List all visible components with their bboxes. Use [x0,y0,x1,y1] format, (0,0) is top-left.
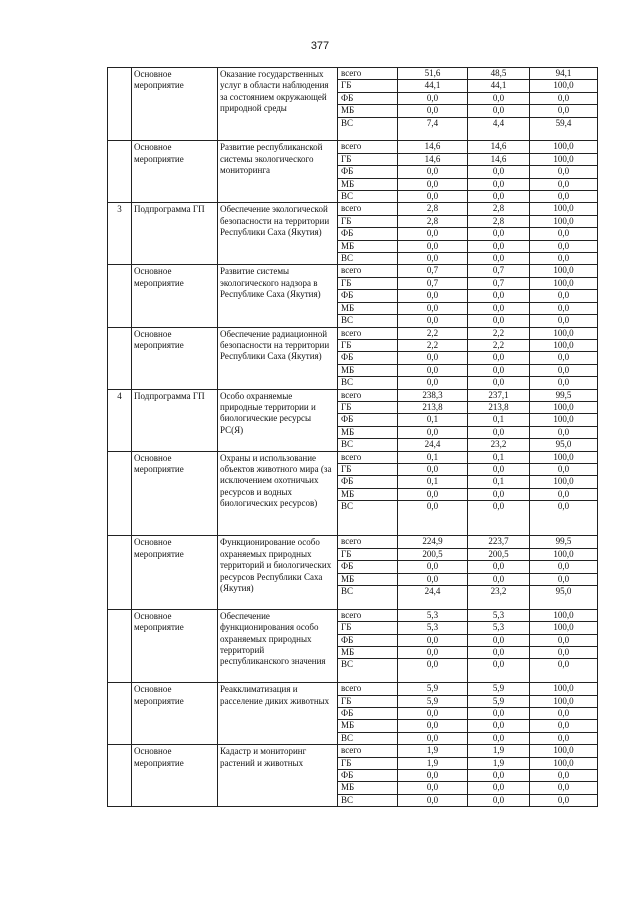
value-percent: 59,4 [530,117,598,141]
value-plan: 0,7 [398,265,468,277]
table-row [108,609,598,621]
funding-source: ВС [338,377,398,389]
value-percent: 95,0 [530,439,598,451]
value-percent: 0,0 [530,240,598,252]
value-plan: 5,3 [398,622,468,634]
value-percent: 0,0 [530,228,598,240]
row-index [108,683,132,745]
funding-source: ФБ [338,166,398,178]
funding-source: ВС [338,586,398,610]
value-actual: 48,5 [468,68,530,80]
row-name: Обеспечение функционирования особо охраняемых природных территорий республиканского значения [218,609,338,682]
funding-source: ВС [338,501,398,536]
value-actual: 0,0 [468,573,530,585]
funding-source: ГБ [338,153,398,165]
funding-source: МБ [338,782,398,794]
value-percent: 0,0 [530,634,598,646]
funding-source: ФБ [338,634,398,646]
value-actual: 0,7 [468,277,530,289]
row-kind: Основное мероприятие [132,536,218,609]
value-actual: 0,0 [468,659,530,683]
value-actual: 23,2 [468,586,530,610]
row-kind: Основное мероприятие [132,451,218,536]
funding-source: ФБ [338,708,398,720]
value-plan: 2,2 [398,339,468,351]
funding-source: всего [338,389,398,401]
value-plan: 0,0 [398,105,468,117]
page-number: 377 [310,40,330,52]
value-plan: 0,0 [398,782,468,794]
value-percent: 0,0 [530,426,598,438]
value-plan: 0,0 [398,732,468,744]
value-actual: 0,0 [468,228,530,240]
row-index [108,141,132,203]
funding-source: всего [338,327,398,339]
value-percent: 100,0 [530,215,598,227]
value-actual: 0,0 [468,352,530,364]
value-percent: 100,0 [530,141,598,153]
row-name: Оказание государственных услуг в области наблюдения за состоянием окружающей природной среды [218,68,338,141]
value-actual: 14,6 [468,141,530,153]
value-plan: 0,0 [398,302,468,314]
funding-source: МБ [338,720,398,732]
value-plan: 0,0 [398,191,468,203]
value-percent: 100,0 [530,757,598,769]
funding-source: МБ [338,426,398,438]
value-actual: 0,0 [468,488,530,500]
funding-source: ГБ [338,401,398,413]
value-actual: 0,0 [468,770,530,782]
value-percent: 0,0 [530,488,598,500]
value-plan: 0,0 [398,228,468,240]
funding-source: ВС [338,253,398,265]
value-actual: 0,0 [468,720,530,732]
value-percent: 0,0 [530,105,598,117]
value-plan: 0,0 [398,794,468,806]
value-actual: 0,1 [468,476,530,488]
value-actual: 0,0 [468,426,530,438]
value-actual: 2,2 [468,327,530,339]
value-actual: 23,2 [468,439,530,451]
row-index [108,609,132,682]
value-percent: 0,0 [530,166,598,178]
row-kind: Основное мероприятие [132,609,218,682]
value-actual: 0,0 [468,732,530,744]
funding-source: ФБ [338,228,398,240]
funding-source: ГБ [338,463,398,475]
table-row [108,68,598,80]
row-index [108,745,132,807]
value-actual: 0,0 [468,290,530,302]
value-percent: 100,0 [530,80,598,92]
value-percent: 0,0 [530,573,598,585]
funding-source: всего [338,203,398,215]
value-actual: 5,3 [468,609,530,621]
value-plan: 0,0 [398,501,468,536]
row-kind: Основное мероприятие [132,327,218,389]
row-name: Развитие республиканской системы экологического мониторинга [218,141,338,203]
row-kind: Подпрограмма ГП [132,389,218,451]
funding-source: всего [338,265,398,277]
row-kind: Основное мероприятие [132,68,218,141]
value-percent: 0,0 [530,659,598,683]
funding-source: всего [338,745,398,757]
row-index: 4 [108,389,132,451]
funding-source: ВС [338,191,398,203]
value-percent: 0,0 [530,352,598,364]
value-actual: 4,4 [468,117,530,141]
value-actual: 0,0 [468,794,530,806]
value-percent: 100,0 [530,327,598,339]
value-plan: 1,9 [398,757,468,769]
value-plan: 0,0 [398,364,468,376]
table-row [108,141,598,153]
value-percent: 0,0 [530,364,598,376]
value-actual: 0,1 [468,414,530,426]
funding-source: ВС [338,794,398,806]
value-percent: 100,0 [530,277,598,289]
value-percent: 100,0 [530,745,598,757]
value-plan: 0,0 [398,720,468,732]
value-plan: 5,3 [398,609,468,621]
value-plan: 0,7 [398,277,468,289]
value-actual: 14,6 [468,153,530,165]
table-row [108,327,598,339]
value-actual: 1,9 [468,745,530,757]
funding-source: МБ [338,488,398,500]
value-percent: 100,0 [530,548,598,560]
value-percent: 99,5 [530,536,598,548]
value-percent: 100,0 [530,609,598,621]
value-plan: 0,0 [398,290,468,302]
value-actual: 5,3 [468,622,530,634]
value-actual: 200,5 [468,548,530,560]
funding-table [107,67,598,807]
value-plan: 0,0 [398,166,468,178]
funding-source: ФБ [338,352,398,364]
value-actual: 0,0 [468,315,530,327]
funding-source: МБ [338,573,398,585]
value-plan: 0,0 [398,573,468,585]
funding-source: всего [338,141,398,153]
value-plan: 224,9 [398,536,468,548]
value-plan: 0,0 [398,659,468,683]
value-actual: 223,7 [468,536,530,548]
value-percent: 0,0 [530,290,598,302]
value-percent: 100,0 [530,622,598,634]
value-actual: 2,8 [468,215,530,227]
row-kind: Подпрограмма ГП [132,203,218,265]
funding-source: ФБ [338,414,398,426]
value-actual: 0,0 [468,302,530,314]
funding-source: всего [338,451,398,463]
funding-source: всего [338,68,398,80]
value-percent: 0,0 [530,92,598,104]
funding-source: ГБ [338,622,398,634]
table-row [108,451,598,463]
row-index [108,451,132,536]
funding-source: МБ [338,302,398,314]
value-percent: 100,0 [530,339,598,351]
value-actual: 0,0 [468,166,530,178]
value-percent: 0,0 [530,178,598,190]
value-percent: 100,0 [530,401,598,413]
funding-source: ВС [338,117,398,141]
funding-source: МБ [338,364,398,376]
value-plan: 0,0 [398,463,468,475]
row-index [108,68,132,141]
value-actual: 213,8 [468,401,530,413]
value-plan: 0,0 [398,426,468,438]
value-actual: 0,0 [468,92,530,104]
funding-source: ГБ [338,548,398,560]
value-actual: 0,0 [468,708,530,720]
value-percent: 0,0 [530,782,598,794]
value-actual: 44,1 [468,80,530,92]
value-plan: 0,0 [398,647,468,659]
value-actual: 0,0 [468,782,530,794]
funding-source: ФБ [338,476,398,488]
funding-source: ГБ [338,757,398,769]
row-index [108,536,132,609]
value-plan: 51,6 [398,68,468,80]
value-plan: 14,6 [398,153,468,165]
value-actual: 0,0 [468,377,530,389]
value-actual: 0,0 [468,240,530,252]
funding-source: всего [338,683,398,695]
value-percent: 0,0 [530,794,598,806]
value-plan: 5,9 [398,695,468,707]
value-plan: 0,0 [398,561,468,573]
value-percent: 0,0 [530,732,598,744]
value-plan: 7,4 [398,117,468,141]
row-kind: Основное мероприятие [132,141,218,203]
value-percent: 94,1 [530,68,598,80]
value-plan: 0,0 [398,315,468,327]
row-name: Реакклиматизация и расселение диких животных [218,683,338,745]
funding-source: ГБ [338,80,398,92]
value-plan: 2,8 [398,215,468,227]
value-percent: 0,0 [530,647,598,659]
value-actual: 0,1 [468,451,530,463]
value-actual: 0,7 [468,265,530,277]
funding-source: ВС [338,315,398,327]
value-percent: 100,0 [530,203,598,215]
funding-source: МБ [338,647,398,659]
funding-source: ГБ [338,215,398,227]
value-plan: 0,0 [398,178,468,190]
funding-source: МБ [338,105,398,117]
value-percent: 0,0 [530,191,598,203]
value-actual: 2,8 [468,203,530,215]
funding-source: ВС [338,732,398,744]
row-name: Обеспечение радиационной безопасности на территории Республики Саха (Якутия) [218,327,338,389]
value-plan: 213,8 [398,401,468,413]
value-percent: 0,0 [530,708,598,720]
value-plan: 0,0 [398,634,468,646]
value-percent: 0,0 [530,302,598,314]
value-plan: 0,0 [398,92,468,104]
value-actual: 2,2 [468,339,530,351]
funding-source: ГБ [338,339,398,351]
value-plan: 200,5 [398,548,468,560]
row-index [108,265,132,327]
value-plan: 0,0 [398,770,468,782]
row-kind: Основное мероприятие [132,683,218,745]
funding-source: ФБ [338,290,398,302]
value-plan: 0,0 [398,240,468,252]
value-actual: 0,0 [468,501,530,536]
funding-source: ГБ [338,695,398,707]
value-actual: 0,0 [468,634,530,646]
value-percent: 0,0 [530,720,598,732]
funding-source: ФБ [338,561,398,573]
value-actual: 0,0 [468,561,530,573]
value-percent: 100,0 [530,695,598,707]
value-plan: 0,1 [398,476,468,488]
value-plan: 24,4 [398,439,468,451]
value-percent: 0,0 [530,253,598,265]
value-percent: 100,0 [530,153,598,165]
value-plan: 0,1 [398,414,468,426]
row-name: Развитие системы экологического надзора в Республике Саха (Якутия) [218,265,338,327]
value-plan: 2,2 [398,327,468,339]
row-name: Охраны и использование объектов животного мира (за исключением охотничьих ресурсов и водных биологических ресурсов) [218,451,338,536]
value-percent: 0,0 [530,501,598,536]
value-actual: 0,0 [468,178,530,190]
funding-source: всего [338,536,398,548]
funding-source: ГБ [338,277,398,289]
row-kind: Основное мероприятие [132,265,218,327]
value-plan: 2,8 [398,203,468,215]
table-row [108,265,598,277]
value-plan: 24,4 [398,586,468,610]
value-plan: 5,9 [398,683,468,695]
value-actual: 0,0 [468,647,530,659]
value-percent: 0,0 [530,377,598,389]
value-percent: 100,0 [530,683,598,695]
table-row [108,389,598,401]
funding-table-body [108,68,598,807]
value-actual: 5,9 [468,695,530,707]
value-percent: 100,0 [530,414,598,426]
row-index: 3 [108,203,132,265]
value-actual: 1,9 [468,757,530,769]
row-kind: Основное мероприятие [132,745,218,807]
value-plan: 0,0 [398,488,468,500]
row-name: Особо охраняемые природные территории и биологические ресурсы РС(Я) [218,389,338,451]
row-name: Кадастр и мониторинг растений и животных [218,745,338,807]
funding-source: ФБ [338,770,398,782]
value-actual: 237,1 [468,389,530,401]
value-plan: 1,9 [398,745,468,757]
value-plan: 0,0 [398,377,468,389]
value-actual: 0,0 [468,463,530,475]
value-plan: 14,6 [398,141,468,153]
table-row [108,536,598,548]
value-percent: 99,5 [530,389,598,401]
row-name: Обеспечение экологической безопасности на территории Республики Саха (Якутия) [218,203,338,265]
funding-source: ФБ [338,92,398,104]
value-plan: 238,3 [398,389,468,401]
table-row [108,683,598,695]
value-actual: 5,9 [468,683,530,695]
table-row [108,203,598,215]
value-percent: 100,0 [530,476,598,488]
value-percent: 0,0 [530,561,598,573]
value-plan: 0,1 [398,451,468,463]
row-name: Функционирование особо охраняемых природных территорий и биологических ресурсов Республики Саха (Якутия) [218,536,338,609]
funding-source: МБ [338,178,398,190]
value-plan: 0,0 [398,352,468,364]
value-actual: 0,0 [468,364,530,376]
funding-source: всего [338,609,398,621]
funding-source: ВС [338,439,398,451]
value-percent: 0,0 [530,463,598,475]
value-percent: 0,0 [530,315,598,327]
value-actual: 0,0 [468,253,530,265]
funding-source: ВС [338,659,398,683]
table-row [108,745,598,757]
value-percent: 0,0 [530,770,598,782]
row-index [108,327,132,389]
value-actual: 0,0 [468,191,530,203]
value-plan: 0,0 [398,253,468,265]
value-percent: 100,0 [530,451,598,463]
value-percent: 95,0 [530,586,598,610]
funding-source: МБ [338,240,398,252]
value-plan: 0,0 [398,708,468,720]
value-percent: 100,0 [530,265,598,277]
value-plan: 44,1 [398,80,468,92]
value-actual: 0,0 [468,105,530,117]
